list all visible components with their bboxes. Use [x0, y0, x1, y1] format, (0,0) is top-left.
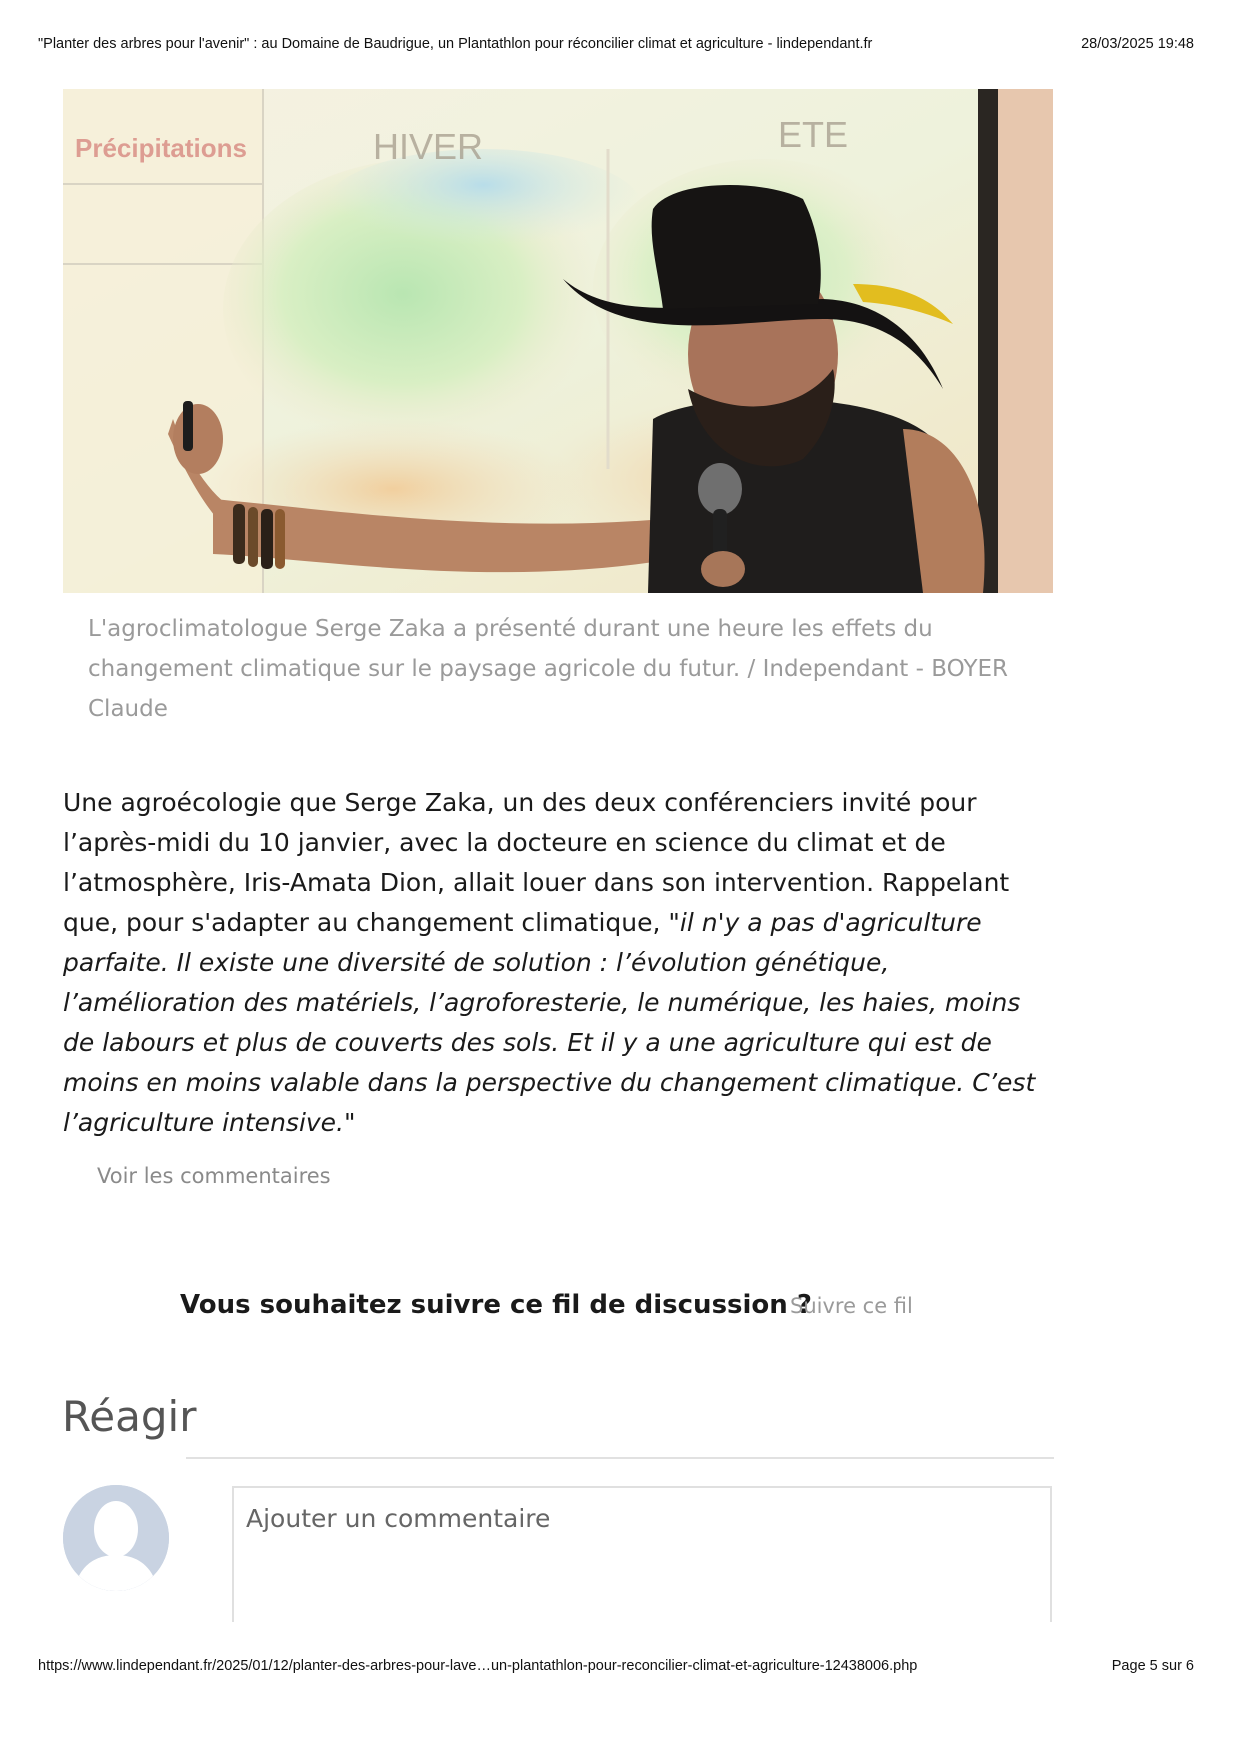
slide-col-summer: ETE [778, 114, 849, 155]
print-header [38, 36, 1194, 52]
slide-title: Précipitations [75, 133, 247, 163]
slide-col-winter: HIVER [373, 126, 484, 167]
print-footer-page: Page 5 sur 6 [1111, 1658, 1194, 1674]
comment-input[interactable] [232, 1486, 1052, 1622]
avatar [63, 1485, 169, 1591]
photo-caption: L'agroclimatologue Serge Zaka a présenté durant une heure les effets du changement climatique sur le paysage agricole du futur. / Independant - BOYER Claude [88, 616, 1009, 722]
print-header-title: "Planter des arbres pour l'avenir" : au Domaine de Baudrigue, un Plantathlon pour réconcilier climat et agriculture - lindependant.fr [38, 36, 873, 52]
print-footer-url: https://www.lindependant.fr/2025/01/12/planter-des-arbres-pour-lave…un-plantathlon-pour-reconcilier-climat-et-agriculture-12438006.php [38, 1658, 918, 1674]
follow-thread-question: Vous souhaitez suivre ce fil de discussion ? [180, 1290, 812, 1320]
divider [186, 1457, 1054, 1459]
view-comments-link[interactable]: Voir les commentaires [97, 1164, 331, 1188]
print-footer [38, 1658, 1194, 1674]
print-header-datetime: 28/03/2025 19:48 [1081, 36, 1194, 52]
article-paragraph [63, 783, 1058, 1143]
follow-thread-button[interactable]: Suivre ce fil [790, 1294, 913, 1318]
article-intro: Une agroécologie que Serge Zaka, un des deux conférenciers invité pour l’après-midi du 10 janvier, avec la docteure en science du climat et de l’atmosphère, Iris-Amata Dion, allait louer dans son intervention. Rappelant que, pour s'adapter au changement climatique, [63, 788, 1010, 937]
article-photo [63, 89, 1053, 593]
article-quote: "il n'y a pas d'agriculture parfaite. Il existe une diversité de solution : l’évolution génétique, l’amélioration des matériels, l’agroforesterie, le numérique, les haies, moins de labours et plus de couverts des sols. Et il y a une agriculture qui est de moins en moins valable dans la perspective du changement climatique. C’est l’agriculture intensive." [63, 908, 1036, 1137]
user-placeholder-icon [63, 1485, 169, 1591]
react-heading: Réagir [62, 1392, 197, 1441]
photo-illustration [63, 89, 1053, 593]
